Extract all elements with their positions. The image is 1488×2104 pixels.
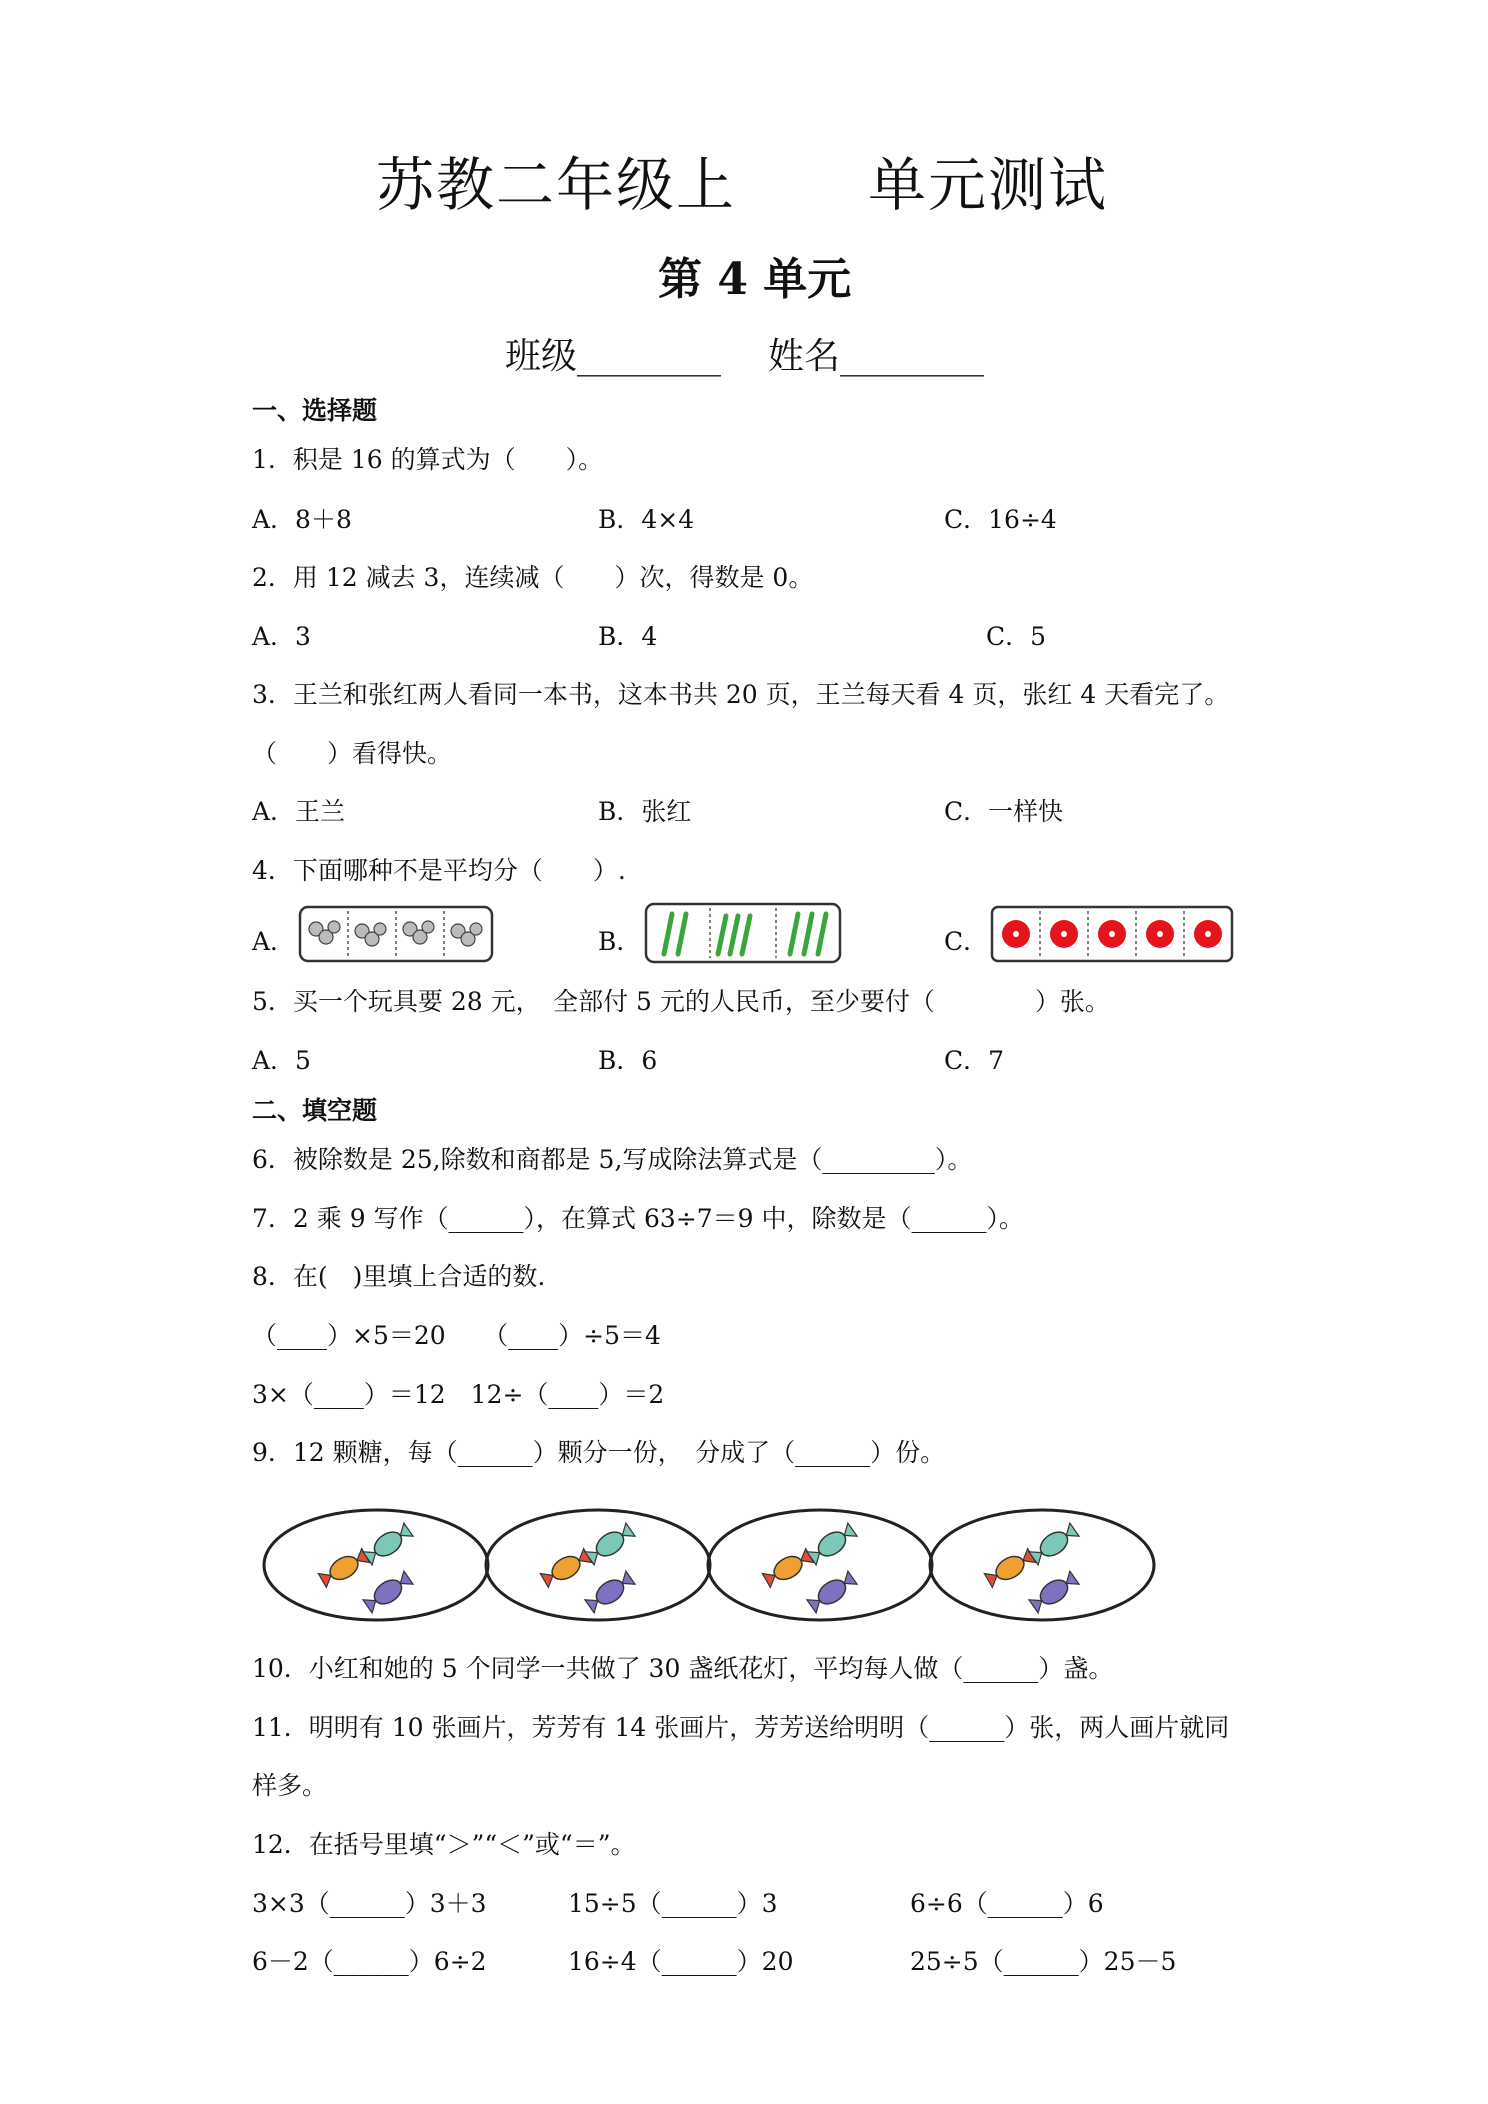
q3-option-c[interactable]: C．一样快 bbox=[944, 797, 1064, 826]
title-right: 单元测试 bbox=[868, 151, 1109, 219]
question-11: 11．明明有 10 张画片，芳芳有 14 张画片，芳芳送给明明（______）张，两人画片就同 bbox=[252, 1713, 1230, 1742]
q12-item-5[interactable]: 16÷4（______）20 bbox=[568, 1947, 794, 1976]
question-8-row1: （____）×5＝20 （____）÷5＝4 bbox=[252, 1321, 661, 1350]
q1-option-a[interactable]: A．8＋8 bbox=[252, 505, 352, 534]
question-1: 1．积是 16 的算式为（ ）。 bbox=[252, 445, 604, 474]
q1-option-b[interactable]: B．4×4 bbox=[598, 505, 695, 534]
question-6: 6．被除数是 25,除数和商都是 5,写成除法算式是（_________）。 bbox=[252, 1145, 973, 1174]
question-8-row2: 3×（____）＝12 12÷（____）＝2 bbox=[252, 1380, 665, 1409]
question-3-line2: （ ）看得快。 bbox=[252, 739, 453, 768]
q5-option-a[interactable]: A．5 bbox=[252, 1046, 311, 1075]
q2-option-b[interactable]: B．4 bbox=[598, 622, 658, 651]
question-12: 12．在括号里填“＞”“＜”或“＝”。 bbox=[252, 1830, 636, 1859]
q2-option-c[interactable]: C．5 bbox=[986, 622, 1047, 651]
question-9: 9．12 颗糖，每（______）颗分一份， 分成了（______）份。 bbox=[252, 1438, 946, 1467]
q3-option-b[interactable]: B．张红 bbox=[598, 797, 692, 826]
question-2: 2．用 12 减去 3，连续减（ ）次，得数是 0。 bbox=[252, 563, 814, 592]
q1-option-c[interactable]: C．16÷4 bbox=[944, 505, 1057, 534]
class-field[interactable]: 班级________ bbox=[505, 336, 722, 377]
question-11-line2: 样多。 bbox=[252, 1771, 328, 1800]
question-3: 3．王兰和张红两人看同一本书，这本书共 20 页，王兰每天看 4 页，张红 4 天看完了。 bbox=[252, 680, 1230, 709]
q4-option-a[interactable]: A． bbox=[252, 927, 296, 956]
subtitle: 第 4 单元 bbox=[658, 254, 852, 305]
q2-option-a[interactable]: A．3 bbox=[252, 622, 311, 651]
q12-item-2[interactable]: 15÷5（______）3 bbox=[568, 1889, 778, 1918]
name-field[interactable]: 姓名________ bbox=[768, 336, 985, 377]
question-10: 10．小红和她的 5 个同学一共做了 30 盏纸花灯，平均每人做（______）盏。 bbox=[252, 1654, 1114, 1683]
q9-candy-image bbox=[262, 1506, 1168, 1624]
q3-option-a[interactable]: A．王兰 bbox=[252, 797, 346, 826]
q12-item-6[interactable]: 25÷5（______）25－5 bbox=[910, 1947, 1177, 1976]
q4-option-b[interactable]: B． bbox=[598, 927, 642, 956]
section-heading-fill: 二、填空题 bbox=[252, 1096, 378, 1125]
q4-image-b bbox=[644, 902, 842, 964]
question-4: 4．下面哪种不是平均分（ ）. bbox=[252, 856, 626, 885]
q4-image-a bbox=[298, 905, 494, 963]
q4-option-c[interactable]: C． bbox=[944, 927, 989, 956]
q12-item-4[interactable]: 6－2（______）6÷2 bbox=[252, 1947, 487, 1976]
q5-option-c[interactable]: C．7 bbox=[944, 1046, 1005, 1075]
question-7: 7．2 乘 9 写作（______），在算式 63÷7＝9 中，除数是（______）。 bbox=[252, 1204, 1025, 1233]
question-8: 8．在( )里填上合适的数. bbox=[252, 1262, 546, 1291]
q4-image-c bbox=[990, 905, 1234, 963]
q5-option-b[interactable]: B．6 bbox=[598, 1046, 658, 1075]
question-5: 5．买一个玩具要 28 元， 全部付 5 元的人民币，至少要付（ ）张。 bbox=[252, 987, 1110, 1016]
q12-item-1[interactable]: 3×3（______）3＋3 bbox=[252, 1889, 487, 1918]
section-heading-choice: 一、选择题 bbox=[252, 396, 378, 425]
title-left: 苏教二年级上 bbox=[376, 151, 737, 219]
q12-item-3[interactable]: 6÷6（______）6 bbox=[910, 1889, 1104, 1918]
